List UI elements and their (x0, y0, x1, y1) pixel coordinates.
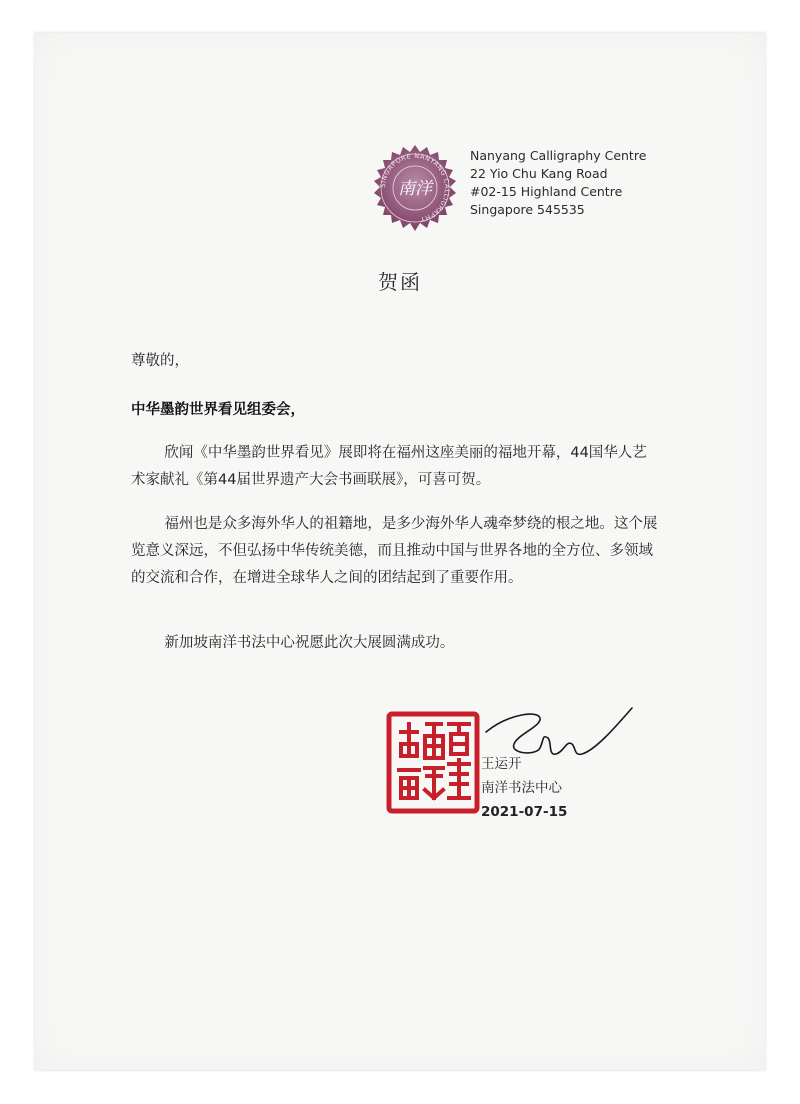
salutation: 尊敬的， (131, 353, 189, 369)
letterhead-address (470, 147, 730, 219)
body-paragraph: 欣闻《中华墨韵世界看见》展即将在福州这座美丽的福地开幕，44国华人艺术家献礼《第44届世界遗产大会书画联展》，可喜可贺。 (131, 445, 647, 488)
letter-date: 2021-07-15 (481, 804, 568, 820)
address-line: 22 Yio Chu Kang Road (470, 166, 608, 181)
body-paragraph: 福州也是众多海外华人的祖籍地，是多少海外华人魂牵梦绕的根之地。这个展览意义深远，不但弘扬中华传统美德，而且推动中国与世界各地的全方位、多领域的交流和合作，在增进全球华人之间的团结起到了重要作用。 (131, 516, 658, 586)
address-line: Singapore 545535 (470, 202, 585, 217)
signature-block (481, 752, 567, 824)
letter-title: 贺函 (378, 270, 422, 294)
logo-text: 南洋 (398, 179, 432, 199)
address-line: Nanyang Calligraphy Centre (470, 148, 647, 163)
nanyang-logo-icon (370, 143, 460, 233)
signer-organization: 南洋书法中心 (481, 780, 562, 796)
body-paragraph: 新加坡南洋书法中心祝愿此次大展圆满成功。 (164, 635, 455, 651)
address-line: #02-15 Highland Centre (470, 184, 623, 199)
recipient: 中华墨韵世界看见组委会， (131, 402, 305, 418)
red-seal-stamp-icon (385, 710, 481, 815)
logo-ring-text: SINGAPORE NANYANG CALLIGRAPHY (378, 151, 452, 224)
signer-name: 王运开 (481, 756, 522, 772)
